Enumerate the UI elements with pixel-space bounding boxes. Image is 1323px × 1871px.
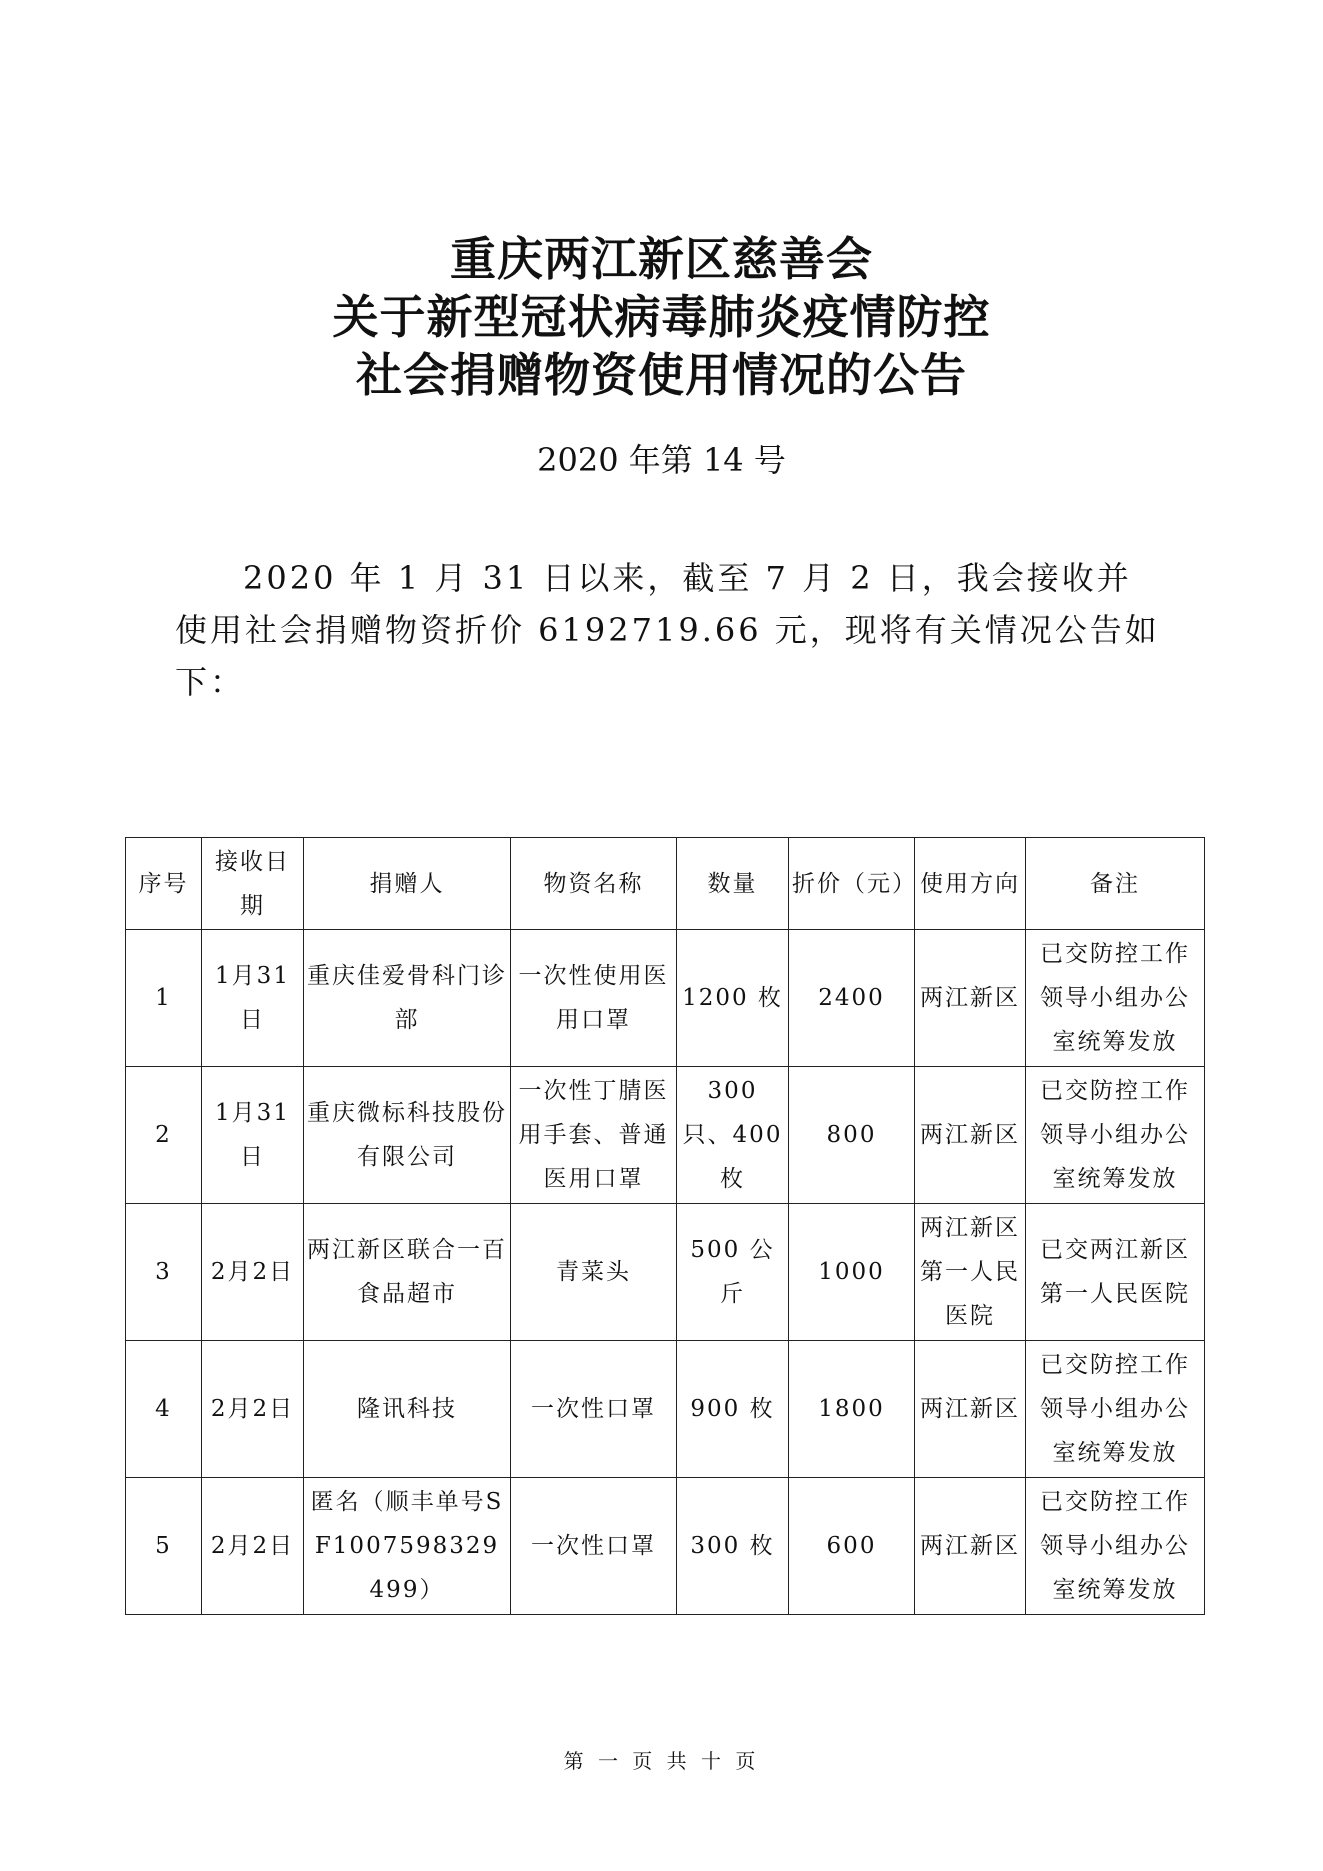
table-cell: 3 xyxy=(126,1204,202,1341)
table-cell: 1800 xyxy=(789,1341,915,1478)
table-cell: 一次性使用医用口罩 xyxy=(511,930,677,1067)
table-cell: 已交防控工作领导小组办公室统筹发放 xyxy=(1026,1067,1205,1204)
table-cell: 两江新区 xyxy=(915,1067,1026,1204)
header-cell: 折价（元） xyxy=(789,838,915,930)
issue-number: 2020 年第 14 号 xyxy=(537,441,786,479)
table-cell: 300 只、400 枚 xyxy=(677,1067,789,1204)
table-cell: 600 xyxy=(789,1478,915,1615)
intro-paragraph: 2020 年 1 月 31 日以来，截至 7 月 2 日，我会接收并使用社会捐赠物资折价 6192719.66 元，现将有关情况公告如下： xyxy=(175,559,1160,701)
table-cell: 1月31日 xyxy=(202,1067,304,1204)
table-cell: 匿名（顺丰单号SF1007598329499） xyxy=(304,1478,511,1615)
table-cell: 重庆佳爱骨科门诊部 xyxy=(304,930,511,1067)
header-cell: 捐赠人 xyxy=(304,838,511,930)
header-cell: 序号 xyxy=(126,838,202,930)
table-cell: 两江新区 xyxy=(915,930,1026,1067)
table-cell: 300 枚 xyxy=(677,1478,789,1615)
table-cell: 800 xyxy=(789,1067,915,1204)
table-cell: 重庆微标科技股份有限公司 xyxy=(304,1067,511,1204)
table-cell: 两江新区联合一百食品超市 xyxy=(304,1204,511,1341)
header-cell: 物资名称 xyxy=(511,838,677,930)
table-cell: 2月2日 xyxy=(202,1204,304,1341)
table-cell: 1月31日 xyxy=(202,930,304,1067)
header-cell: 备注 xyxy=(1026,838,1205,930)
document-title xyxy=(0,230,1323,404)
table-cell: 两江新区 xyxy=(915,1341,1026,1478)
table-cell: 5 xyxy=(126,1478,202,1615)
table-cell: 4 xyxy=(126,1341,202,1478)
title-line-1: 重庆两江新区慈善会 xyxy=(450,232,873,286)
table-row xyxy=(126,1204,1205,1341)
table-row xyxy=(126,1341,1205,1478)
table-row xyxy=(126,1067,1205,1204)
table-cell: 500 公斤 xyxy=(677,1204,789,1341)
table-cell: 1200 枚 xyxy=(677,930,789,1067)
donation-table xyxy=(125,837,1205,1615)
table-cell: 2 xyxy=(126,1067,202,1204)
table-cell: 1 xyxy=(126,930,202,1067)
table-cell: 两江新区 xyxy=(915,1478,1026,1615)
table-cell: 已交两江新区第一人民医院 xyxy=(1026,1204,1205,1341)
table-row xyxy=(126,1478,1205,1615)
title-line-3: 社会捐赠物资使用情况的公告 xyxy=(356,348,967,402)
header-cell: 接收日期 xyxy=(202,838,304,930)
table-cell: 2月2日 xyxy=(202,1341,304,1478)
table-cell: 青菜头 xyxy=(511,1204,677,1341)
table-cell: 2400 xyxy=(789,930,915,1067)
table-cell: 已交防控工作领导小组办公室统筹发放 xyxy=(1026,1478,1205,1615)
table-row xyxy=(126,930,1205,1067)
table-cell: 已交防控工作领导小组办公室统筹发放 xyxy=(1026,1341,1205,1478)
header-cell: 使用方向 xyxy=(915,838,1026,930)
table-cell: 1000 xyxy=(789,1204,915,1341)
table-cell: 隆讯科技 xyxy=(304,1341,511,1478)
table-cell: 2月2日 xyxy=(202,1478,304,1615)
title-line-2: 关于新型冠状病毒肺炎疫情防控 xyxy=(332,290,991,344)
table-cell: 一次性丁腈医用手套、普通医用口罩 xyxy=(511,1067,677,1204)
header-cell: 数量 xyxy=(677,838,789,930)
table-cell: 两江新区第一人民医院 xyxy=(915,1204,1026,1341)
table-cell: 900 枚 xyxy=(677,1341,789,1478)
table-cell: 一次性口罩 xyxy=(511,1341,677,1478)
table-cell: 一次性口罩 xyxy=(511,1478,677,1615)
table-header-row xyxy=(126,838,1205,930)
table-cell: 已交防控工作领导小组办公室统筹发放 xyxy=(1026,930,1205,1067)
page-footer: 第 一 页 共 十 页 xyxy=(563,1749,760,1773)
